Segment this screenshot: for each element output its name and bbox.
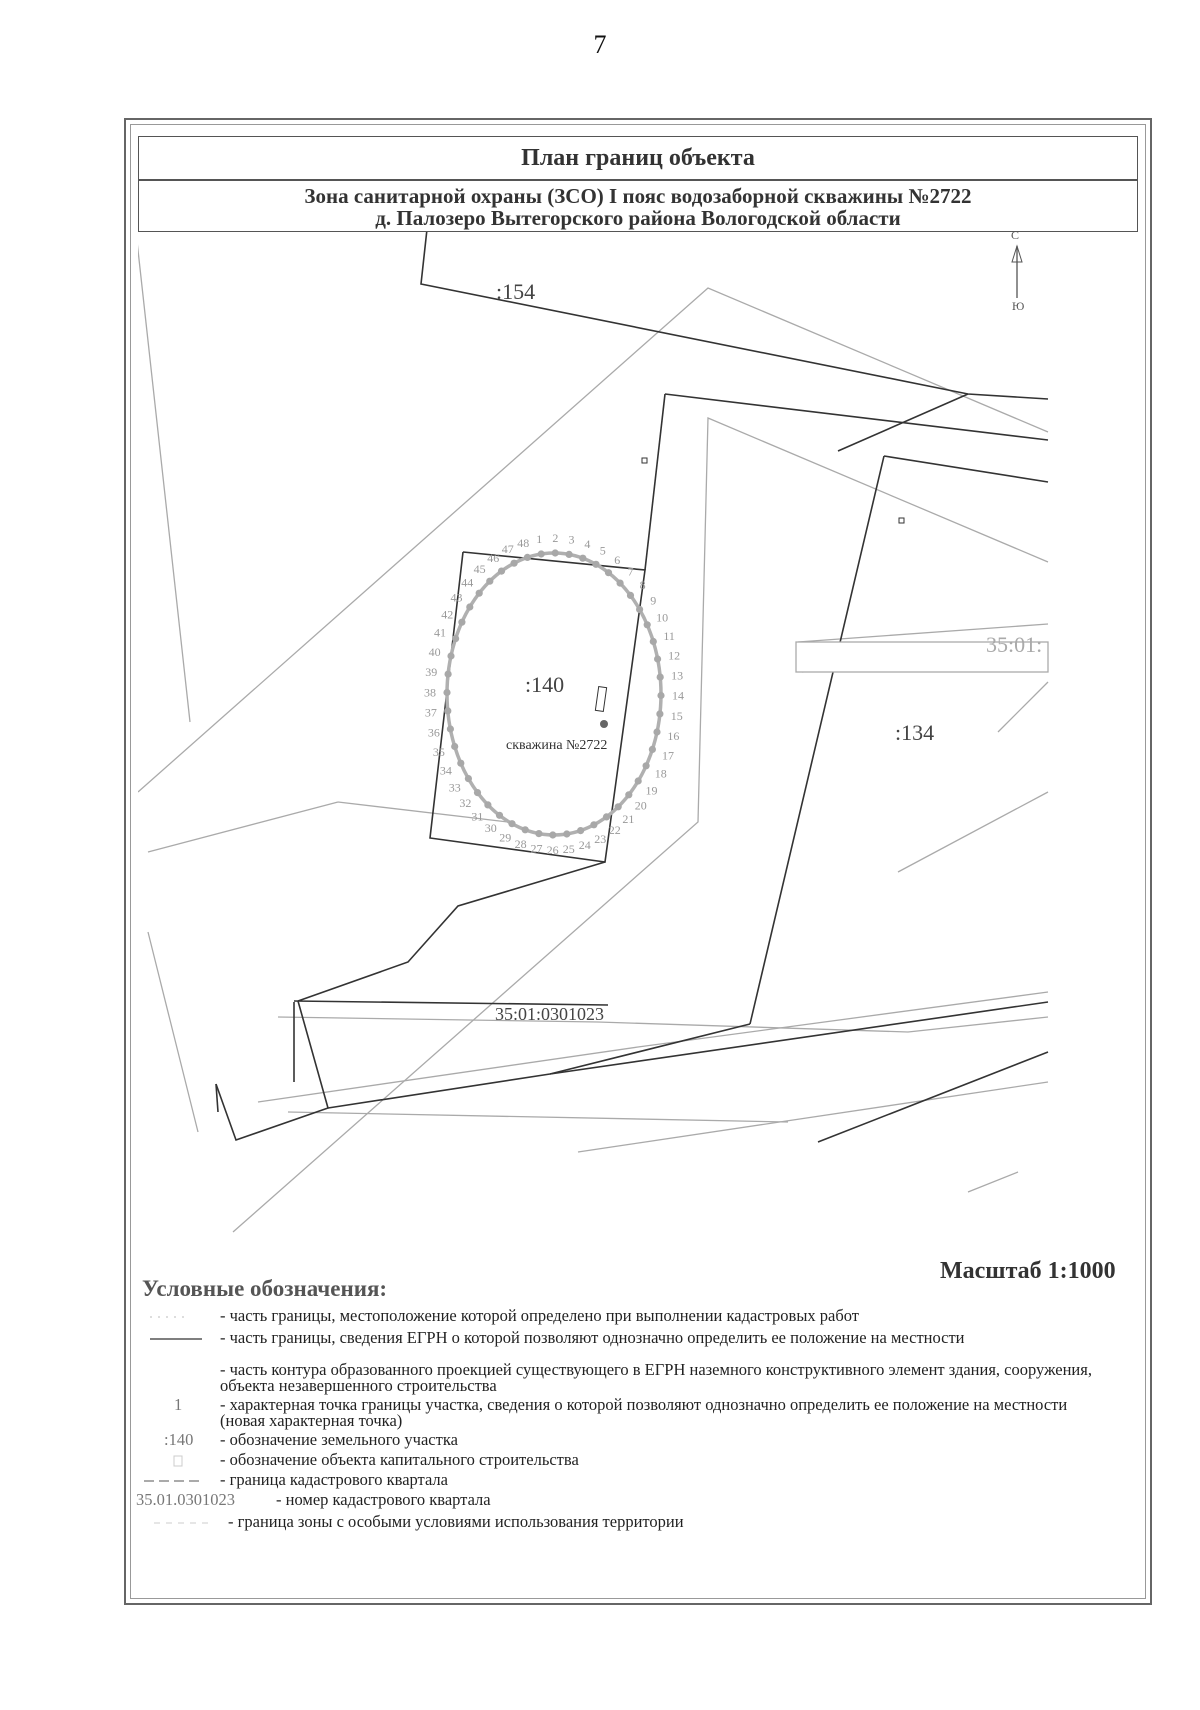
boundary-point — [549, 831, 556, 838]
boundary-point-label: 2 — [552, 531, 559, 545]
gray-line — [138, 232, 190, 722]
legend-symbol-dashed-line — [140, 1472, 220, 1490]
boundary-point — [563, 830, 570, 837]
boundary-point-label: 3 — [568, 532, 575, 547]
boundary-point — [508, 820, 515, 827]
boundary-point-label: 20 — [634, 798, 647, 813]
boundary-point-label: 29 — [499, 830, 512, 845]
gray-line — [138, 288, 1048, 792]
boundary-point-label: 45 — [473, 562, 486, 577]
boundary-point — [484, 801, 491, 808]
gray-line — [258, 992, 1048, 1102]
boundary-point — [496, 812, 503, 819]
dark-line — [818, 1052, 1048, 1142]
boundary-point-label: 33 — [448, 780, 461, 795]
boundary-point-label: 25 — [562, 841, 575, 856]
boundary-point-label: 23 — [594, 831, 607, 846]
boundary-point — [443, 689, 450, 696]
boundary-point-label: 10 — [656, 610, 669, 625]
boundary-point-label: 1 — [536, 532, 543, 547]
boundary-point — [447, 725, 454, 732]
boundary-point — [617, 580, 624, 587]
building-marker — [642, 458, 647, 463]
boundary-point-label: 5 — [599, 543, 606, 558]
boundary-point-label: 36 — [427, 725, 440, 740]
boundary-point-label: 6 — [614, 552, 621, 567]
boundary-point — [474, 789, 481, 796]
compass-north: С — [1011, 232, 1020, 242]
boundary-point-label: 24 — [578, 838, 591, 853]
compass-south: Ю — [1012, 299, 1025, 313]
boundary-point-label: 21 — [622, 811, 635, 826]
boundary-point-label: 40 — [428, 645, 441, 659]
boundary-point — [445, 671, 452, 678]
boundary-point — [603, 813, 610, 820]
boundary-point — [466, 603, 473, 610]
boundary-point — [625, 791, 632, 798]
boundary-point-label: 42 — [441, 607, 454, 622]
boundary-point-label: 35 — [432, 745, 445, 760]
legend-symbol-point-icon: 1 — [174, 1395, 183, 1414]
parcel-label-140: :140 — [525, 672, 565, 697]
boundary-point — [635, 777, 642, 784]
boundary-point — [653, 728, 660, 735]
legend-symbol-quarter-number: 35.01.0301023 — [136, 1490, 235, 1509]
boundary-point-label: 47 — [501, 542, 514, 557]
boundary-point-label: 41 — [434, 625, 446, 640]
dark-line — [665, 394, 1048, 440]
quarter-label-right: 35:01: — [986, 632, 1043, 657]
subtitle-line-1: Зона санитарной охраны (ЗСО) I пояс водозаборной скважины №2722 — [304, 184, 972, 208]
boundary-point — [654, 655, 661, 662]
boundary-point-label: 12 — [668, 648, 681, 663]
boundary-point — [522, 826, 529, 833]
well-dot — [600, 720, 608, 728]
boundary-point-label: 17 — [662, 748, 674, 763]
boundary-point-label: 15 — [670, 709, 683, 723]
boundary-point-label: 8 — [639, 577, 646, 592]
boundary-point — [650, 638, 657, 645]
dark-lines — [216, 232, 1048, 1142]
parcel-134-boundary — [645, 394, 665, 570]
boundary-point — [636, 606, 643, 613]
parcel-label-134: :134 — [895, 720, 935, 745]
boundary-point — [656, 710, 663, 717]
gray-line — [148, 802, 338, 852]
quarter-label-bottom: 35:01:0301023 — [495, 1004, 605, 1024]
boundary-point-label: 43 — [450, 590, 463, 605]
boundary-point-label: 37 — [424, 705, 437, 720]
boundary-point — [643, 762, 650, 769]
legend-symbol-dotted-line — [140, 1308, 220, 1326]
boundary-point — [451, 743, 458, 750]
parcel-154-boundary — [421, 232, 1048, 399]
boundary-point-label: 16 — [667, 729, 680, 743]
parcel-134-outline — [884, 456, 1048, 482]
gray-line — [233, 418, 1048, 1232]
legend-symbol-zone-line — [140, 1514, 220, 1532]
boundary-point — [590, 821, 597, 828]
legend-symbol-solid-line — [140, 1330, 220, 1348]
boundary-point — [657, 674, 664, 681]
boundary-point — [458, 619, 465, 626]
gray-line — [578, 1082, 1048, 1152]
boundary-point-label: 32 — [459, 796, 472, 811]
boundary-point-label: 46 — [487, 551, 500, 566]
cadastral-map — [138, 232, 1140, 1252]
boundary-point-label: 9 — [650, 593, 657, 608]
legend-symbol-building — [140, 1452, 220, 1470]
boundary-point — [452, 635, 459, 642]
boundary-point — [538, 550, 545, 557]
well-label: скважина №2722 — [506, 738, 608, 753]
building-marker — [595, 687, 606, 712]
boundary-point — [457, 760, 464, 767]
boundary-point-label: 27 — [530, 841, 543, 856]
boundary-point-label: 26 — [546, 843, 559, 857]
boundary-point-label: 34 — [439, 763, 452, 778]
boundary-point — [476, 590, 483, 597]
boundary-point-label: 48 — [517, 535, 530, 550]
boundary-point — [535, 830, 542, 837]
boundary-point — [524, 554, 531, 561]
boundary-point-label: 18 — [654, 766, 667, 781]
boundary-point — [577, 827, 584, 834]
boundary-point — [644, 621, 651, 628]
plan-subtitle — [138, 180, 1138, 232]
gray-line — [898, 792, 1048, 872]
page-number: 7 — [593, 30, 607, 59]
boundary-point — [566, 551, 573, 558]
boundary-point-label: 38 — [424, 685, 436, 700]
boundary-point — [465, 775, 472, 782]
boundary-point — [627, 592, 634, 599]
scale-label: Масштаб 1:1000 — [940, 1258, 1116, 1284]
parcel-label-154: :154 — [496, 279, 536, 304]
compass — [1011, 232, 1024, 313]
boundary-point-label: 13 — [671, 668, 684, 683]
boundary-point-label: 31 — [471, 809, 484, 824]
parcel-134-outline — [750, 456, 884, 1024]
boundary-point — [486, 578, 493, 585]
boundary-point-label: 4 — [584, 536, 591, 551]
boundary-point — [552, 549, 559, 556]
boundary-point — [592, 561, 599, 568]
boundary-point — [444, 707, 451, 714]
dark-line — [298, 862, 605, 1001]
legend-symbol-parcel: :140 — [164, 1430, 194, 1449]
boundary-point — [511, 560, 518, 567]
boundary-point-label: 39 — [425, 665, 438, 679]
boundary-point-label: 19 — [645, 783, 658, 798]
boundary-point — [649, 746, 656, 753]
boundary-point — [657, 692, 664, 699]
boundary-point-label: 30 — [484, 821, 497, 836]
boundary-point — [447, 652, 454, 659]
dark-line — [550, 1002, 1048, 1074]
boundary-point — [579, 555, 586, 562]
boundary-point-label: 7 — [627, 564, 634, 579]
dark-line — [216, 1001, 328, 1140]
legend-title: Условные обозначения: — [142, 1276, 388, 1301]
boundary-point — [615, 803, 622, 810]
boundary-point-label: 44 — [461, 575, 474, 590]
boundary-point — [605, 569, 612, 576]
gray-line — [148, 932, 198, 1132]
boundary-point-label: 22 — [608, 822, 621, 837]
boundary-point-label: 28 — [514, 837, 527, 852]
boundary-point-label: 14 — [672, 688, 684, 703]
subtitle-line-2: д. Палозеро Вытегорского района Вологодской области — [375, 206, 901, 230]
dark-line — [328, 1024, 750, 1108]
legend-symbol-empty — [140, 1362, 220, 1380]
plan-title: План границ объекта — [138, 136, 1138, 180]
boundary-point — [498, 568, 505, 575]
boundary-point-label: 11 — [663, 628, 675, 643]
building-marker — [899, 518, 904, 523]
gray-line — [968, 1172, 1018, 1192]
gray-line — [998, 682, 1048, 732]
